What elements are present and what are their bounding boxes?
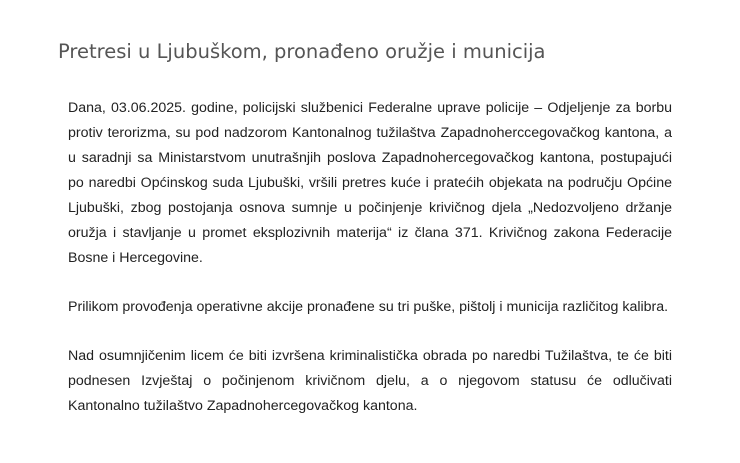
article-title: Pretresi u Ljubuškom, pronađeno oružje i municija	[58, 40, 546, 63]
article-paragraph: Dana, 03.06.2025. godine, policijski službenici Federalne uprave policije – Odjeljenje za borbu protiv terorizma, su pod nadzorom Kantonalnog tužilaštva Zapadnoherccegovačkog kantona, a u saradnji sa Ministarstvom unutrašnjih poslova Zapadnohercegovačkog kantona, postupajući po naredbi Općinskog suda Ljubuški, vršili pretres kuće i pratećih objekata na području Općine Ljubuški, zbog postojanja osnova sumnje u počinjenje krivičnog djela „Nedozvoljeno držanje oružja i stavljanje u promet eksplozivnih materija“ iz člana 371. Krivičnog zakona Federacije Bosne i Hercegovine.	[68, 100, 672, 266]
article-body	[68, 96, 672, 443]
article-paragraph: Nad osumnjičenim licem će biti izvršena kriminalistička obrada po naredbi Tužilaštva, te će biti podnesen Izvještaj o počinjenom krivičnom djelu, a o njegovom statusu će odlučivati Kantonalno tužilaštvo Zapadnohercegovačkog kantona.	[68, 348, 672, 414]
article-paragraph: Prilikom provođenja operativne akcije pronađene su tri puške, pištolj i municija različitog kalibra.	[68, 299, 669, 315]
